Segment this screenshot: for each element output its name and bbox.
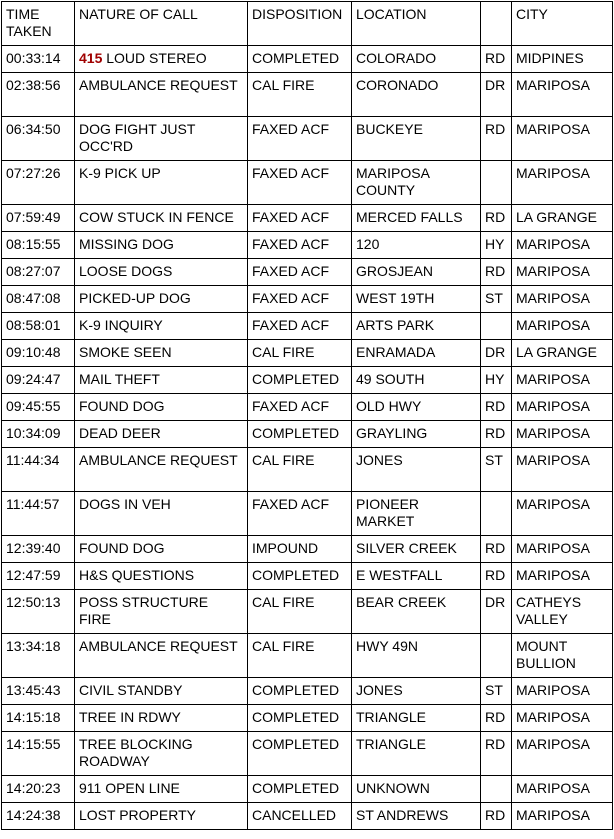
cell-disposition: FAXED ACF	[248, 232, 352, 259]
cell-nature	[75, 590, 248, 634]
cell-disposition: FAXED ACF	[248, 161, 352, 205]
cell-city: MARIPOSA	[512, 732, 613, 776]
cell-time: 12:47:59	[2, 563, 75, 590]
cell-disposition: CANCELLED	[248, 803, 352, 830]
header-disposition: DISPOSITION	[248, 2, 352, 46]
cell-nature	[75, 286, 248, 313]
cell-disposition: FAXED ACF	[248, 117, 352, 161]
table-row	[2, 313, 613, 340]
cell-disposition: COMPLETED	[248, 678, 352, 705]
nature-text: H&S QUESTIONS	[79, 567, 195, 583]
cell-nature	[75, 732, 248, 776]
cell-disposition: FAXED ACF	[248, 259, 352, 286]
cell-time: 11:44:34	[2, 448, 75, 492]
cell-nature	[75, 776, 248, 803]
cell-time: 08:58:01	[2, 313, 75, 340]
table-row	[2, 563, 613, 590]
nature-text: PICKED-UP DOG	[79, 290, 191, 306]
cell-disposition: CAL FIRE	[248, 73, 352, 117]
cell-location: HWY 49N	[352, 634, 481, 678]
cell-city: MARIPOSA	[512, 678, 613, 705]
cell-suffix: RD	[481, 259, 512, 286]
cell-location: MERCED FALLS	[352, 205, 481, 232]
cell-suffix: ST	[481, 286, 512, 313]
cell-disposition: FAXED ACF	[248, 492, 352, 536]
cell-city: MARIPOSA	[512, 232, 613, 259]
cell-disposition: COMPLETED	[248, 732, 352, 776]
cell-suffix: DR	[481, 340, 512, 367]
nature-text: POSS STRUCTURE FIRE	[79, 594, 209, 627]
cell-nature	[75, 367, 248, 394]
cell-location: JONES	[352, 448, 481, 492]
table-row	[2, 590, 613, 634]
nature-text: AMBULANCE REQUEST	[79, 638, 238, 654]
nature-text: 911 OPEN LINE	[79, 780, 180, 796]
cell-time: 14:15:55	[2, 732, 75, 776]
cell-location: GRAYLING	[352, 421, 481, 448]
header-nature-of-call: NATURE OF CALL	[75, 2, 248, 46]
cell-nature	[75, 634, 248, 678]
cell-time: 14:24:38	[2, 803, 75, 830]
table-row	[2, 536, 613, 563]
table-row	[2, 678, 613, 705]
cell-disposition: CAL FIRE	[248, 634, 352, 678]
cell-time: 11:44:57	[2, 492, 75, 536]
cell-city: CATHEYS VALLEY	[512, 590, 613, 634]
cell-time: 08:27:07	[2, 259, 75, 286]
table-row	[2, 340, 613, 367]
nature-text: SMOKE SEEN	[79, 344, 172, 360]
cell-time: 07:27:26	[2, 161, 75, 205]
cell-time: 12:50:13	[2, 590, 75, 634]
cell-nature	[75, 161, 248, 205]
cell-suffix	[481, 776, 512, 803]
cell-disposition: CAL FIRE	[248, 340, 352, 367]
call-code: 415	[79, 50, 103, 66]
table-row	[2, 776, 613, 803]
cell-location: PIONEER MARKET	[352, 492, 481, 536]
cell-location: 120	[352, 232, 481, 259]
cell-location: BEAR CREEK	[352, 590, 481, 634]
cell-location: ENRAMADA	[352, 340, 481, 367]
call-log-table	[1, 1, 613, 830]
cell-time: 13:45:43	[2, 678, 75, 705]
cell-location: ARTS PARK	[352, 313, 481, 340]
cell-nature	[75, 563, 248, 590]
nature-text: MISSING DOG	[79, 236, 174, 252]
cell-city: MARIPOSA	[512, 705, 613, 732]
cell-disposition: CAL FIRE	[248, 448, 352, 492]
cell-nature	[75, 232, 248, 259]
cell-city: MARIPOSA	[512, 492, 613, 536]
table-row	[2, 117, 613, 161]
cell-location: TRIANGLE	[352, 732, 481, 776]
cell-nature	[75, 492, 248, 536]
nature-text: CIVIL STANDBY	[79, 682, 183, 698]
nature-text: FOUND DOG	[79, 540, 165, 556]
cell-suffix: RD	[481, 803, 512, 830]
cell-city: MARIPOSA	[512, 73, 613, 117]
table-row	[2, 73, 613, 117]
cell-time: 09:45:55	[2, 394, 75, 421]
cell-suffix: ST	[481, 448, 512, 492]
header-suffix	[481, 2, 512, 46]
nature-text: AMBULANCE REQUEST	[79, 77, 238, 93]
cell-city: LA GRANGE	[512, 340, 613, 367]
cell-disposition: FAXED ACF	[248, 286, 352, 313]
cell-city: MARIPOSA	[512, 367, 613, 394]
nature-text: DOG FIGHT JUST OCC'RD	[79, 121, 196, 154]
cell-time: 09:24:47	[2, 367, 75, 394]
cell-time: 08:15:55	[2, 232, 75, 259]
cell-nature	[75, 536, 248, 563]
cell-location: SILVER CREEK	[352, 536, 481, 563]
nature-text: K-9 INQUIRY	[79, 317, 163, 333]
header-location: LOCATION	[352, 2, 481, 46]
table-row	[2, 448, 613, 492]
cell-time: 14:15:18	[2, 705, 75, 732]
nature-text: LOST PROPERTY	[79, 807, 196, 823]
table-row	[2, 803, 613, 830]
cell-suffix: HY	[481, 232, 512, 259]
cell-time: 10:34:09	[2, 421, 75, 448]
table-row	[2, 492, 613, 536]
nature-text: DOGS IN VEH	[79, 496, 171, 512]
table-row	[2, 421, 613, 448]
cell-time: 06:34:50	[2, 117, 75, 161]
cell-time: 07:59:49	[2, 205, 75, 232]
cell-nature	[75, 205, 248, 232]
cell-disposition: COMPLETED	[248, 46, 352, 73]
cell-suffix: RD	[481, 732, 512, 776]
table-row	[2, 394, 613, 421]
cell-suffix: RD	[481, 46, 512, 73]
cell-suffix: RD	[481, 421, 512, 448]
cell-location: UNKNOWN	[352, 776, 481, 803]
cell-suffix: RD	[481, 563, 512, 590]
cell-disposition: COMPLETED	[248, 421, 352, 448]
nature-text: LOUD STEREO	[102, 50, 207, 66]
cell-nature	[75, 448, 248, 492]
cell-nature	[75, 394, 248, 421]
cell-disposition: COMPLETED	[248, 705, 352, 732]
cell-location: OLD HWY	[352, 394, 481, 421]
cell-city: MOUNT BULLION	[512, 634, 613, 678]
cell-nature	[75, 421, 248, 448]
cell-location: TRIANGLE	[352, 705, 481, 732]
cell-disposition: COMPLETED	[248, 367, 352, 394]
cell-nature	[75, 340, 248, 367]
cell-time: 13:34:18	[2, 634, 75, 678]
nature-text: AMBULANCE REQUEST	[79, 452, 238, 468]
cell-suffix	[481, 313, 512, 340]
table-row	[2, 205, 613, 232]
cell-time: 02:38:56	[2, 73, 75, 117]
cell-suffix	[481, 634, 512, 678]
cell-city: MARIPOSA	[512, 536, 613, 563]
nature-text: DEAD DEER	[79, 425, 161, 441]
nature-text: COW STUCK IN FENCE	[79, 209, 234, 225]
cell-location: MARIPOSA COUNTY	[352, 161, 481, 205]
table-row	[2, 46, 613, 73]
cell-city: MARIPOSA	[512, 161, 613, 205]
header-row	[2, 2, 613, 46]
header-time-taken: TIME TAKEN	[2, 2, 75, 46]
cell-city: MARIPOSA	[512, 803, 613, 830]
cell-city: MARIPOSA	[512, 117, 613, 161]
cell-nature	[75, 259, 248, 286]
table-row	[2, 367, 613, 394]
cell-suffix	[481, 161, 512, 205]
nature-text: TREE BLOCKING ROADWAY	[79, 736, 193, 769]
cell-location: COLORADO	[352, 46, 481, 73]
cell-nature	[75, 705, 248, 732]
table-row	[2, 232, 613, 259]
cell-disposition: CAL FIRE	[248, 590, 352, 634]
cell-disposition: COMPLETED	[248, 563, 352, 590]
cell-city: MARIPOSA	[512, 563, 613, 590]
cell-suffix: HY	[481, 367, 512, 394]
cell-nature	[75, 117, 248, 161]
header-city: CITY	[512, 2, 613, 46]
cell-location: BUCKEYE	[352, 117, 481, 161]
cell-nature	[75, 803, 248, 830]
cell-suffix: DR	[481, 73, 512, 117]
nature-text: K-9 PICK UP	[79, 165, 161, 181]
cell-location: ST ANDREWS	[352, 803, 481, 830]
cell-suffix: RD	[481, 117, 512, 161]
nature-text: FOUND DOG	[79, 398, 165, 414]
cell-disposition: FAXED ACF	[248, 205, 352, 232]
cell-city: MIDPINES	[512, 46, 613, 73]
cell-city: MARIPOSA	[512, 394, 613, 421]
cell-location: CORONADO	[352, 73, 481, 117]
cell-nature	[75, 313, 248, 340]
cell-time: 14:20:23	[2, 776, 75, 803]
cell-time: 09:10:48	[2, 340, 75, 367]
cell-suffix	[481, 492, 512, 536]
cell-time: 08:47:08	[2, 286, 75, 313]
cell-suffix: RD	[481, 536, 512, 563]
cell-location: JONES	[352, 678, 481, 705]
cell-disposition: COMPLETED	[248, 776, 352, 803]
cell-city: MARIPOSA	[512, 286, 613, 313]
cell-nature	[75, 678, 248, 705]
cell-location: E WESTFALL	[352, 563, 481, 590]
table-row	[2, 634, 613, 678]
cell-suffix: DR	[481, 590, 512, 634]
cell-city: LA GRANGE	[512, 205, 613, 232]
table-row	[2, 259, 613, 286]
cell-city: MARIPOSA	[512, 448, 613, 492]
cell-city: MARIPOSA	[512, 313, 613, 340]
cell-time: 12:39:40	[2, 536, 75, 563]
cell-location: 49 SOUTH	[352, 367, 481, 394]
nature-text: MAIL THEFT	[79, 371, 160, 387]
table-body	[2, 46, 613, 830]
cell-suffix: ST	[481, 678, 512, 705]
cell-city: MARIPOSA	[512, 776, 613, 803]
nature-text: LOOSE DOGS	[79, 263, 173, 279]
cell-location: GROSJEAN	[352, 259, 481, 286]
table-row	[2, 732, 613, 776]
cell-suffix: RD	[481, 705, 512, 732]
cell-nature	[75, 46, 248, 73]
table-row	[2, 161, 613, 205]
cell-city: MARIPOSA	[512, 421, 613, 448]
cell-nature	[75, 73, 248, 117]
cell-disposition: FAXED ACF	[248, 313, 352, 340]
cell-disposition: IMPOUND	[248, 536, 352, 563]
nature-text: TREE IN RDWY	[79, 709, 181, 725]
table-row	[2, 705, 613, 732]
cell-suffix: RD	[481, 205, 512, 232]
table-row	[2, 286, 613, 313]
cell-city: MARIPOSA	[512, 259, 613, 286]
cell-location: WEST 19TH	[352, 286, 481, 313]
cell-disposition: FAXED ACF	[248, 394, 352, 421]
cell-time: 00:33:14	[2, 46, 75, 73]
cell-suffix: RD	[481, 394, 512, 421]
